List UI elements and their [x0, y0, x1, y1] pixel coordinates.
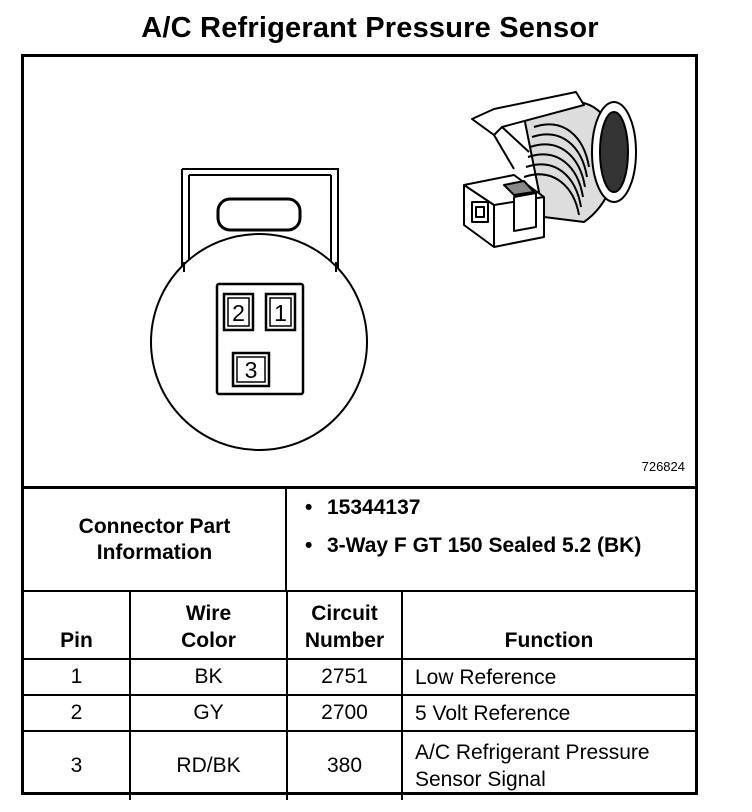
header-function: Function — [402, 591, 695, 659]
cell-circuit: 380 — [287, 731, 402, 800]
figure-id: 726824 — [641, 459, 685, 474]
pin-label-1: 1 — [274, 300, 287, 326]
table-row — [24, 731, 695, 800]
page-title: A/C Refrigerant Pressure Sensor — [141, 12, 599, 44]
cell-circuit: 2700 — [287, 695, 402, 731]
table-row — [24, 695, 695, 731]
connector-frame — [21, 54, 698, 795]
cell-circuit: 2751 — [287, 659, 402, 695]
connector-info-row — [24, 486, 695, 591]
pin-label-3: 3 — [244, 357, 258, 383]
bullet-icon: • — [305, 534, 313, 557]
list-item: • 15344137 — [305, 496, 421, 519]
header-circuit-number: Circuit Number — [287, 591, 402, 659]
cell-pin: 2 — [24, 695, 130, 731]
header-wire-color: Wire Color — [130, 591, 287, 659]
cell-pin: 3 — [24, 731, 130, 800]
cell-wire-color: GY — [130, 695, 287, 731]
cell-function: A/C Refrigerant Pressure Sensor Signal — [402, 731, 695, 800]
pinout-table — [24, 590, 695, 800]
cell-pin: 1 — [24, 659, 130, 695]
bullet-icon: • — [305, 496, 313, 519]
cell-wire-color: RD/BK — [130, 731, 287, 800]
connector-info-list — [287, 489, 695, 591]
cell-function: Low Reference — [402, 659, 695, 695]
connector-3d-sketch — [464, 92, 636, 247]
table-row — [24, 659, 695, 695]
table-header-row — [24, 591, 695, 659]
list-item: • 3-Way F GT 150 Sealed 5.2 (BK) — [305, 534, 642, 557]
cell-function: 5 Volt Reference — [402, 695, 695, 731]
cell-wire-color: BK — [130, 659, 287, 695]
connector-diagram-area — [24, 57, 695, 486]
connector-face-drawing — [24, 57, 695, 486]
header-pin: Pin — [24, 591, 130, 659]
pin-label-2: 2 — [232, 300, 245, 326]
connector-info-label: Connector Part Information — [24, 489, 287, 591]
